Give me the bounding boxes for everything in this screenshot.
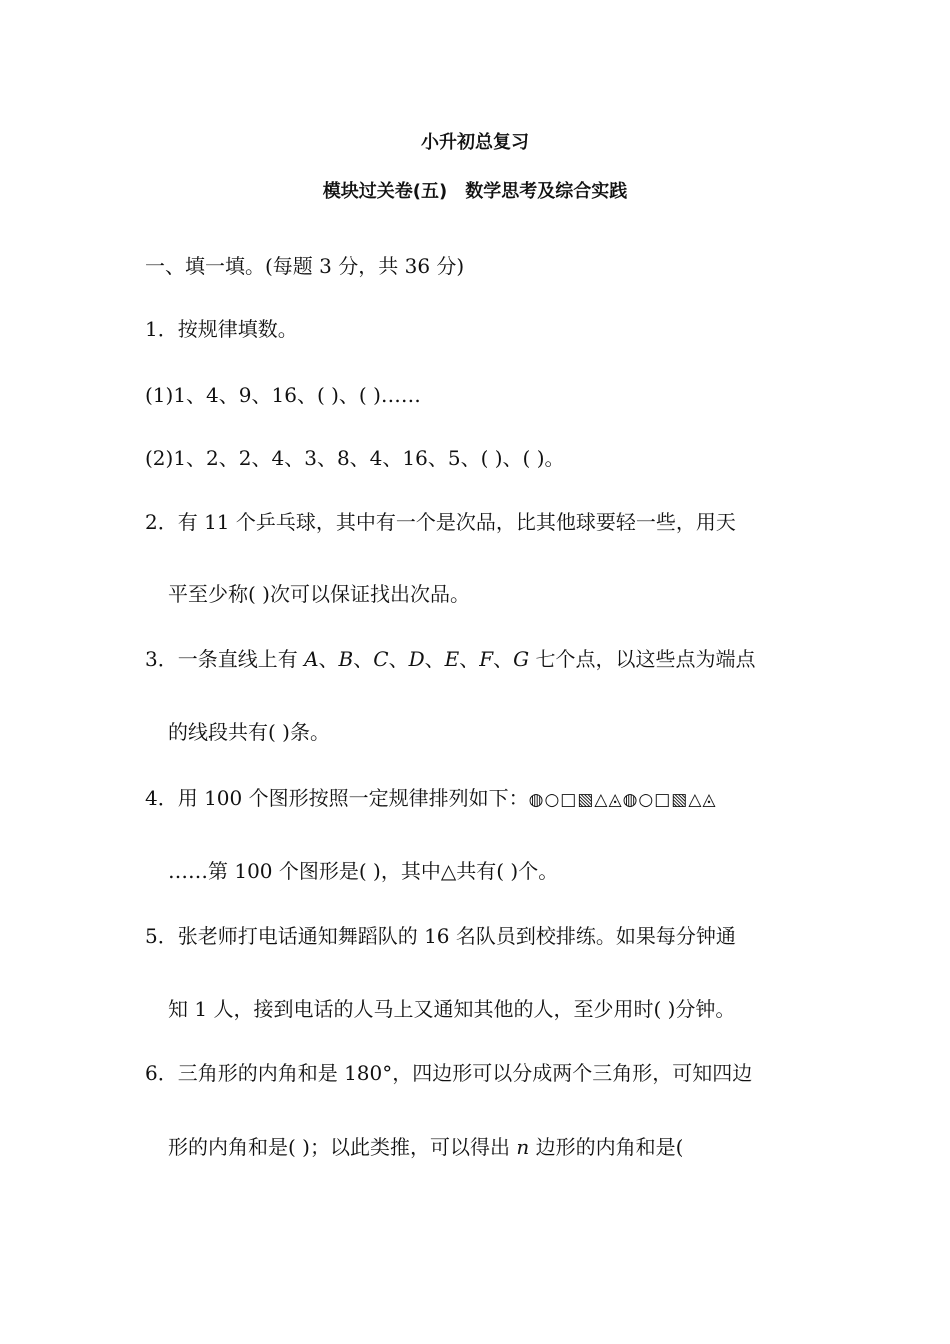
question-1-part-1: (1)1、4、9、16、( )、( )…… [145, 383, 421, 407]
page-subtitle [0, 179, 950, 205]
question-3-line-2: 的线段共有( )条。 [168, 720, 330, 744]
section-heading: 一、填一填。(每题 3 分，共 36 分) [145, 254, 465, 278]
question-1-part-2: (2)1、2、2、4、3、8、4、16、5、( )、( )。 [145, 446, 565, 470]
question-3-prefix: 3．一条直线上有 [145, 647, 305, 671]
question-2-line-2: 平至少称( )次可以保证找出次品。 [168, 582, 470, 606]
question-2-line-1: 2．有 11 个乒乓球，其中有一个是次品，比其他球要轻一些，用天 [145, 510, 736, 534]
point-label: F [479, 647, 494, 671]
point-label: E [444, 647, 460, 671]
shape-sequence: ◍○□▧△◬◍○□▧△◬ [528, 790, 717, 810]
question-6-line-2 [168, 1133, 683, 1161]
question-5-line-2: 知 1 人，接到电话的人马上又通知其他的人，至少用时( )分钟。 [168, 997, 736, 1021]
point-label: D [408, 647, 425, 671]
point-label: A [304, 647, 319, 671]
point-label: G [513, 647, 530, 671]
question-1-stem: 1．按规律填数。 [145, 317, 298, 341]
question-6-line-1: 6．三角形的内角和是 180°，四边形可以分成两个三角形，可知四边 [145, 1061, 753, 1085]
variable-n: n [516, 1135, 530, 1159]
question-4-prefix: 4．用 100 个图形按照一定规律排列如下： [145, 786, 529, 810]
question-3-suffix: 七个点，以这些点为端点 [529, 647, 756, 671]
subtitle-module: 模块过关卷(五) [322, 181, 448, 202]
question-4-line-2: ……第 100 个图形是( )，其中△共有( )个。 [168, 859, 559, 883]
subtitle-topic: 数学思考及综合实践 [465, 181, 628, 202]
page-title: 小升初总复习 [421, 132, 529, 153]
question-4-line-1 [145, 784, 717, 814]
point-label: B [338, 647, 354, 671]
question-3-line-1: 3．一条直线上有 A、B、C、D、E、F、G 七个点，以这些点为端点 [145, 647, 756, 671]
question-6-prefix: 形的内角和是( )；以此类推，可以得出 [168, 1135, 517, 1159]
question-5-line-1: 5．张老师打电话通知舞蹈队的 16 名队员到校排练。如果每分钟通 [145, 924, 736, 948]
question-6-suffix: 边形的内角和是( [529, 1135, 684, 1159]
point-label: C [373, 647, 389, 671]
